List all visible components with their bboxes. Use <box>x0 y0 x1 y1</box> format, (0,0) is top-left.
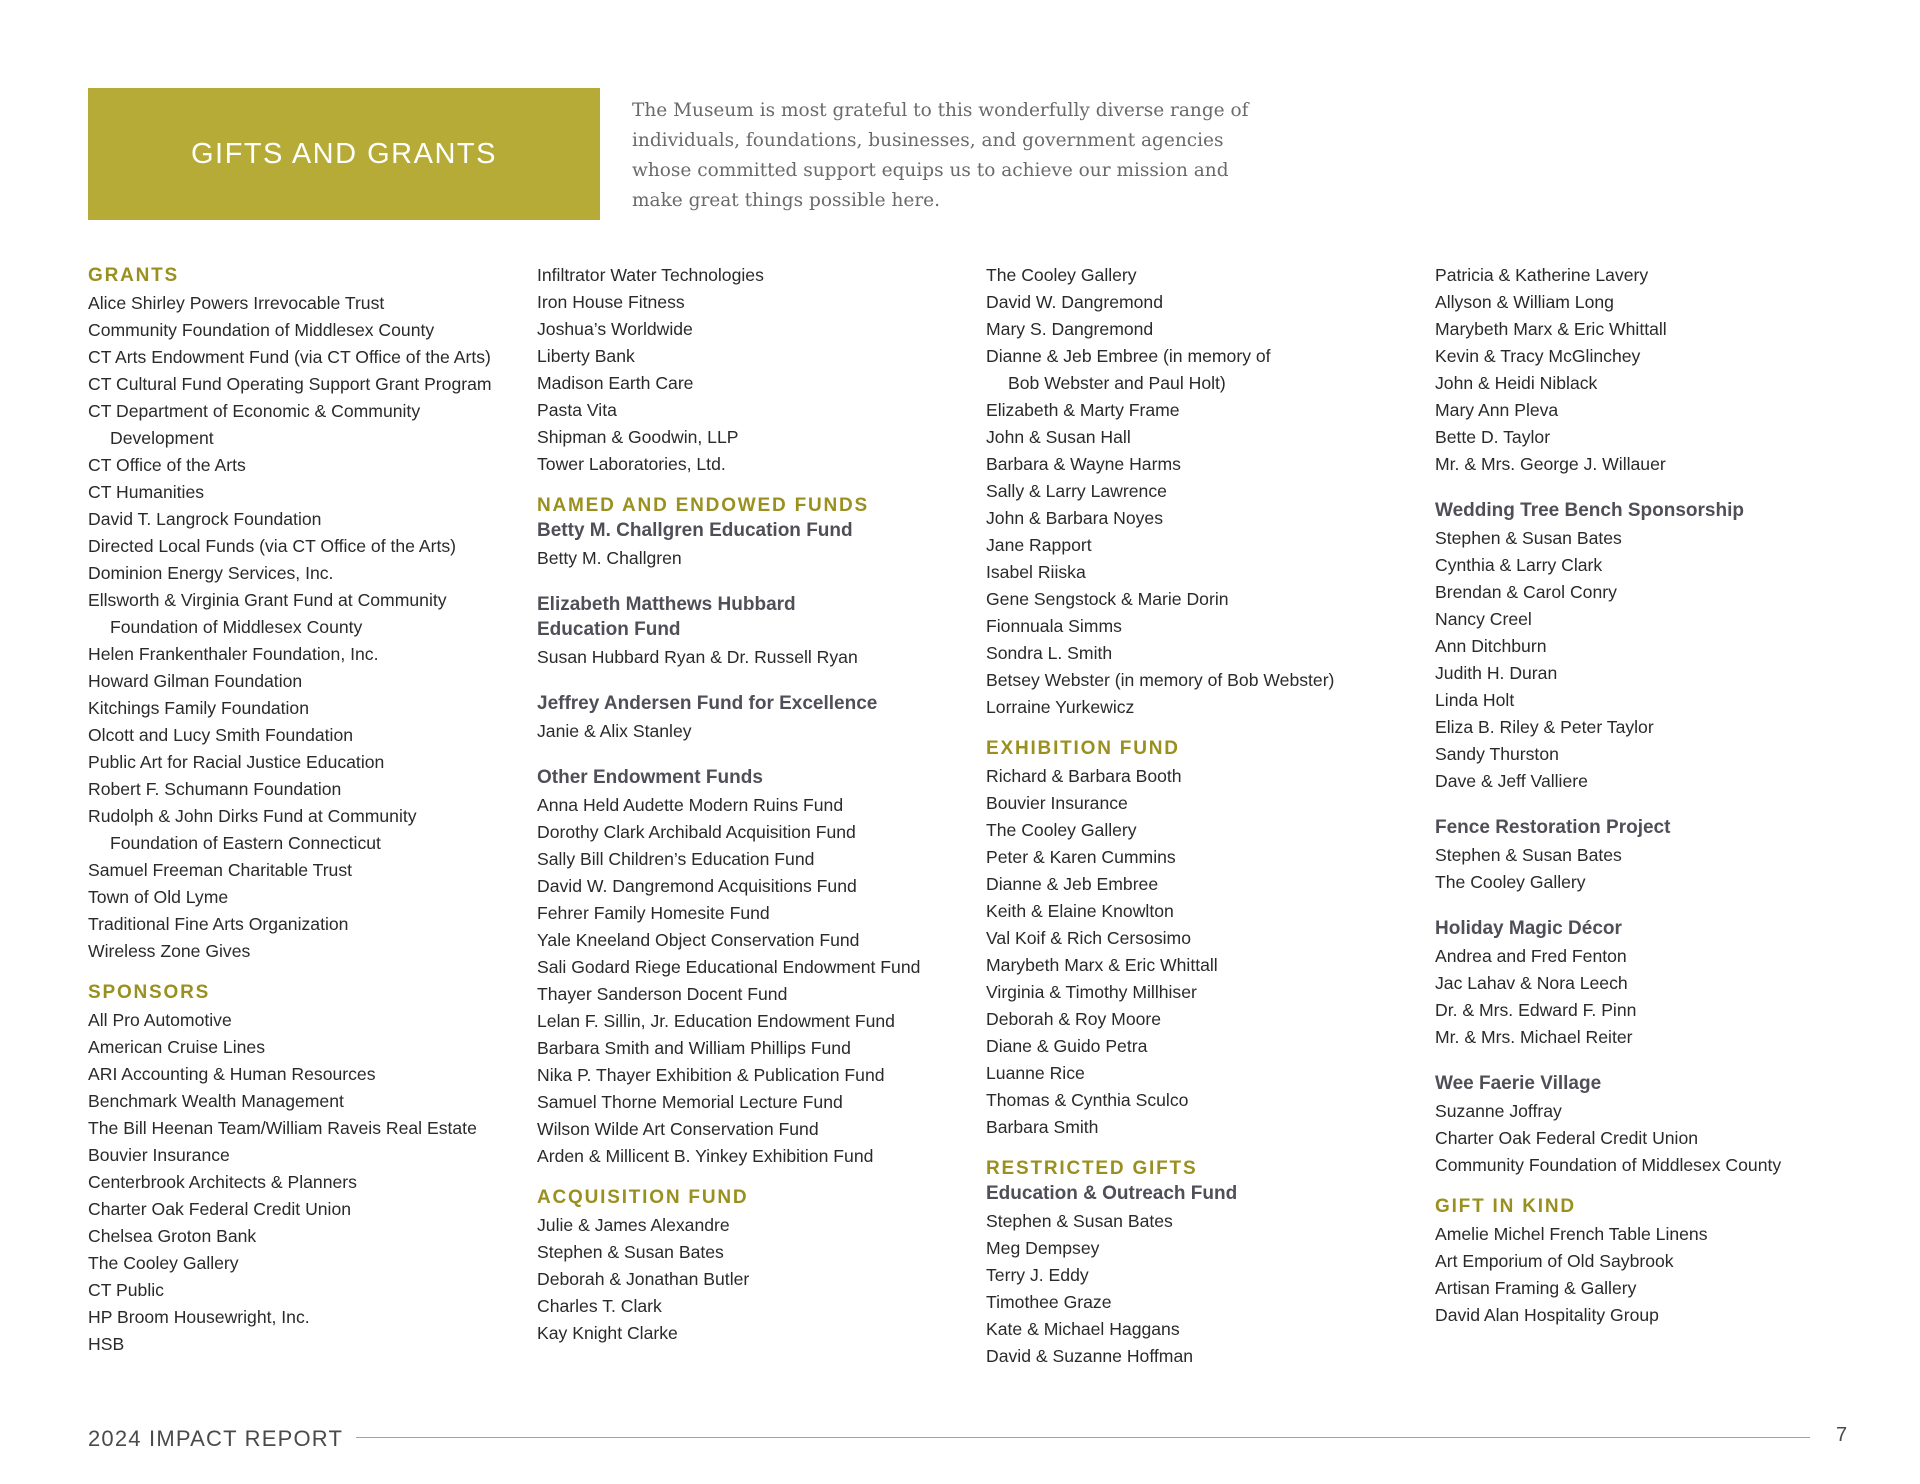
donor-name: Howard Gilman Foundation <box>88 671 303 691</box>
donor-name: Marybeth Marx & Eric Whittall <box>986 955 1218 975</box>
spacer <box>1435 1051 1865 1073</box>
donor-name: Betsey Webster (in memory of Bob Webster) <box>986 670 1335 690</box>
report-label: 2024 IMPACT REPORT <box>88 1426 344 1451</box>
donor-name: Sandy Thurston <box>1435 744 1559 764</box>
donor-name: Stephen & Susan Bates <box>537 1242 724 1262</box>
donor-name: David Alan Hospitality Group <box>1435 1305 1659 1325</box>
donor-name: Nika P. Thayer Exhibition & Publication Fund <box>537 1065 885 1085</box>
donor-name: Benchmark Wealth Management <box>88 1091 344 1111</box>
donor-name: Dianne & Jeb Embree (in memory of <box>986 346 1271 366</box>
fund-heading: Other Endowment Funds <box>537 767 763 788</box>
donor-name: Nancy Creel <box>1435 609 1532 629</box>
donor-name: Diane & Guido Petra <box>986 1036 1148 1056</box>
donor-name: Janie & Alix Stanley <box>537 721 692 741</box>
donor-name: David W. Dangremond Acquisitions Fund <box>537 876 857 896</box>
donor-name: Barbara Smith <box>986 1117 1099 1137</box>
donor-name: Linda Holt <box>1435 690 1515 710</box>
donor-name: Cynthia & Larry Clark <box>1435 555 1603 575</box>
spacer <box>537 671 967 693</box>
donor-name: Town of Old Lyme <box>88 887 229 907</box>
section-heading: GRANTS <box>88 265 180 286</box>
donor-name: American Cruise Lines <box>88 1037 265 1057</box>
donor-name: Bouvier Insurance <box>986 793 1128 813</box>
donor-name: CT Arts Endowment Fund (via CT Office of the Arts) <box>88 347 491 367</box>
donor-name: John & Susan Hall <box>986 427 1131 447</box>
donor-name: Eliza B. Riley & Peter Taylor <box>1435 717 1654 737</box>
intro-line: The Museum is most grateful to this wonderfully diverse range of <box>632 100 1249 121</box>
fund-heading: Betty M. Challgren Education Fund <box>537 520 853 541</box>
spacer <box>1435 795 1865 817</box>
donor-name: Suzanne Joffray <box>1435 1101 1562 1121</box>
donor-name: Sondra L. Smith <box>986 643 1113 663</box>
donor-name: Charles T. Clark <box>537 1296 662 1316</box>
donor-name: Yale Kneeland Object Conservation Fund <box>537 930 860 950</box>
donor-name: Dr. & Mrs. Edward F. Pinn <box>1435 1000 1637 1020</box>
donor-name: Dianne & Jeb Embree <box>986 874 1159 894</box>
fund-heading: Fence Restoration Project <box>1435 817 1671 838</box>
donor-name: Andrea and Fred Fenton <box>1435 946 1627 966</box>
donor-name: Infiltrator Water Technologies <box>537 265 764 285</box>
donor-name: Luanne Rice <box>986 1063 1085 1083</box>
donor-name: Meg Dempsey <box>986 1238 1100 1258</box>
donor-name: Alice Shirley Powers Irrevocable Trust <box>88 293 385 313</box>
donor-name: Sali Godard Riege Educational Endowment Fund <box>537 957 921 977</box>
donor-name: Wilson Wilde Art Conservation Fund <box>537 1119 819 1139</box>
donor-name: Directed Local Funds (via CT Office of the Arts) <box>88 536 456 556</box>
donor-name: David W. Dangremond <box>986 292 1163 312</box>
donor-name: Shipman & Goodwin, LLP <box>537 427 739 447</box>
spacer <box>537 478 967 492</box>
donor-name-continued: Development <box>110 428 214 448</box>
donor-name: Susan Hubbard Ryan & Dr. Russell Ryan <box>537 647 858 667</box>
fund-heading: Wee Faerie Village <box>1435 1073 1602 1094</box>
donor-name-continued: Bob Webster and Paul Holt) <box>1008 373 1226 393</box>
donor-name: Rudolph & John Dirks Fund at Community <box>88 806 417 826</box>
donor-name: David & Suzanne Hoffman <box>986 1346 1194 1366</box>
section-heading: RESTRICTED GIFTS <box>986 1158 1198 1179</box>
donor-name: Mary S. Dangremond <box>986 319 1154 339</box>
donor-name: Ann Ditchburn <box>1435 636 1547 656</box>
donor-name: Stephen & Susan Bates <box>1435 528 1622 548</box>
intro-line: whose committed support equips us to achieve our mission and <box>632 160 1229 181</box>
donor-name: Jac Lahav & Nora Leech <box>1435 973 1628 993</box>
column-3 <box>986 262 1416 1370</box>
donor-name: CT Public <box>88 1280 164 1300</box>
donor-name: Timothee Graze <box>986 1292 1112 1312</box>
donor-name: The Cooley Gallery <box>986 820 1137 840</box>
spacer <box>1435 896 1865 918</box>
donor-name: Kevin & Tracy McGlinchey <box>1435 346 1641 366</box>
donor-name: Charter Oak Federal Credit Union <box>88 1199 352 1219</box>
donor-name: Olcott and Lucy Smith Foundation <box>88 725 354 745</box>
donor-name: Kay Knight Clarke <box>537 1323 678 1343</box>
donor-name: The Cooley Gallery <box>986 265 1137 285</box>
section-heading: GIFT IN KIND <box>1435 1196 1576 1217</box>
page-number: 7 <box>1836 1424 1848 1446</box>
donor-name: Jane Rapport <box>986 535 1092 555</box>
donor-name: Charter Oak Federal Credit Union <box>1435 1128 1699 1148</box>
footer-rule <box>356 1437 1810 1438</box>
donor-name: The Cooley Gallery <box>88 1253 239 1273</box>
donor-name: CT Humanities <box>88 482 205 502</box>
donor-name: Marybeth Marx & Eric Whittall <box>1435 319 1667 339</box>
donor-name: Deborah & Jonathan Butler <box>537 1269 750 1289</box>
fund-heading: Jeffrey Andersen Fund for Excellence <box>537 693 878 714</box>
donor-name: CT Cultural Fund Operating Support Grant Program <box>88 374 492 394</box>
donor-name: Allyson & William Long <box>1435 292 1614 312</box>
intro-line: make great things possible here. <box>632 190 940 211</box>
column-1 <box>88 262 518 1358</box>
donor-name: Ellsworth & Virginia Grant Fund at Community <box>88 590 447 610</box>
donor-name: CT Office of the Arts <box>88 455 246 475</box>
donor-name: Mary Ann Pleva <box>1435 400 1559 420</box>
column-4 <box>1435 262 1865 1329</box>
donor-name: Arden & Millicent B. Yinkey Exhibition Fund <box>537 1146 874 1166</box>
donor-name: Helen Frankenthaler Foundation, Inc. <box>88 644 379 664</box>
spacer <box>1435 478 1865 500</box>
donor-name: Thayer Sanderson Docent Fund <box>537 984 788 1004</box>
donor-name: Joshua’s Worldwide <box>537 319 693 339</box>
donor-name: Kate & Michael Haggans <box>986 1319 1180 1339</box>
donor-name: Centerbrook Architects & Planners <box>88 1172 357 1192</box>
donor-name: The Bill Heenan Team/William Raveis Real Estate <box>88 1118 477 1138</box>
donor-name: Barbara Smith and William Phillips Fund <box>537 1038 851 1058</box>
donor-name: Community Foundation of Middlesex County <box>88 320 435 340</box>
donor-name: John & Barbara Noyes <box>986 508 1164 528</box>
donor-name: Mr. & Mrs. Michael Reiter <box>1435 1027 1633 1047</box>
donor-name-continued: Foundation of Eastern Connecticut <box>110 833 381 853</box>
intro-paragraph <box>632 96 1252 216</box>
donor-name: Dominion Energy Services, Inc. <box>88 563 334 583</box>
donor-name: Thomas & Cynthia Sculco <box>986 1090 1189 1110</box>
donor-name: Lorraine Yurkewicz <box>986 697 1135 717</box>
spacer <box>537 745 967 767</box>
donor-name: Bouvier Insurance <box>88 1145 230 1165</box>
donor-name: Tower Laboratories, Ltd. <box>537 454 726 474</box>
spacer <box>1435 1179 1865 1193</box>
donor-name: Barbara & Wayne Harms <box>986 454 1181 474</box>
donor-name: All Pro Automotive <box>88 1010 232 1030</box>
donor-name: Amelie Michel French Table Linens <box>1435 1224 1708 1244</box>
donor-name: Chelsea Groton Bank <box>88 1226 257 1246</box>
donor-name: Terry J. Eddy <box>986 1265 1089 1285</box>
donor-name: Dorothy Clark Archibald Acquisition Fund <box>537 822 856 842</box>
donor-name: Sally & Larry Lawrence <box>986 481 1167 501</box>
donor-name: CT Department of Economic & Community <box>88 401 421 421</box>
donor-name: Stephen & Susan Bates <box>1435 845 1622 865</box>
donor-name: Val Koif & Rich Cersosimo <box>986 928 1191 948</box>
column-2 <box>537 262 967 1347</box>
donor-name: Richard & Barbara Booth <box>986 766 1182 786</box>
donor-name: Public Art for Racial Justice Education <box>88 752 385 772</box>
donor-name: Artisan Framing & Gallery <box>1435 1278 1637 1298</box>
donor-name: Julie & James Alexandre <box>537 1215 730 1235</box>
spacer <box>537 1170 967 1184</box>
donor-name: Art Emporium of Old Saybrook <box>1435 1251 1674 1271</box>
donor-name: Bette D. Taylor <box>1435 427 1551 447</box>
donor-name: Fionnuala Simms <box>986 616 1122 636</box>
fund-heading: Education Fund <box>537 619 681 640</box>
fund-heading: Elizabeth Matthews Hubbard <box>537 594 796 615</box>
donor-name: Elizabeth & Marty Frame <box>986 400 1180 420</box>
fund-heading: Wedding Tree Bench Sponsorship <box>1435 500 1744 521</box>
donor-name: Betty M. Challgren <box>537 548 682 568</box>
donor-name: Lelan F. Sillin, Jr. Education Endowment Fund <box>537 1011 895 1031</box>
fund-heading: Education & Outreach Fund <box>986 1183 1238 1204</box>
spacer <box>88 965 518 979</box>
donor-name: John & Heidi Niblack <box>1435 373 1598 393</box>
donor-name: Liberty Bank <box>537 346 635 366</box>
donor-name: Peter & Karen Cummins <box>986 847 1176 867</box>
donor-name: Traditional Fine Arts Organization <box>88 914 349 934</box>
donor-name: Anna Held Audette Modern Ruins Fund <box>537 795 844 815</box>
donor-name: Brendan & Carol Conry <box>1435 582 1617 602</box>
section-heading: NAMED AND ENDOWED FUNDS <box>537 495 870 516</box>
donor-name: Fehrer Family Homesite Fund <box>537 903 770 923</box>
donor-name: Madison Earth Care <box>537 373 694 393</box>
donor-name: Keith & Elaine Knowlton <box>986 901 1174 921</box>
donor-name: Patricia & Katherine Lavery <box>1435 265 1649 285</box>
section-title: GIFTS AND GRANTS <box>191 137 497 170</box>
section-heading: SPONSORS <box>88 982 211 1003</box>
donor-name: Wireless Zone Gives <box>88 941 251 961</box>
donor-name: Pasta Vita <box>537 400 617 420</box>
donor-name: The Cooley Gallery <box>1435 872 1586 892</box>
donor-name: Dave & Jeff Valliere <box>1435 771 1588 791</box>
donor-name: Sally Bill Children’s Education Fund <box>537 849 815 869</box>
donor-name: Gene Sengstock & Marie Dorin <box>986 589 1229 609</box>
donor-name: Robert F. Schumann Foundation <box>88 779 342 799</box>
donor-name-continued: Foundation of Middlesex County <box>110 617 363 637</box>
fund-heading: Holiday Magic Décor <box>1435 918 1622 939</box>
donor-name: David T. Langrock Foundation <box>88 509 322 529</box>
donor-name: HSB <box>88 1334 125 1354</box>
donor-name: Isabel Riiska <box>986 562 1086 582</box>
donor-name: Stephen & Susan Bates <box>986 1211 1173 1231</box>
donor-name: Samuel Thorne Memorial Lecture Fund <box>537 1092 843 1112</box>
intro-line: individuals, foundations, businesses, and government agencies <box>632 130 1224 151</box>
donor-name: Community Foundation of Middlesex County <box>1435 1155 1782 1175</box>
spacer <box>986 721 1416 735</box>
donor-name: Deborah & Roy Moore <box>986 1009 1162 1029</box>
donor-name: Mr. & Mrs. George J. Willauer <box>1435 454 1666 474</box>
donor-name: Virginia & Timothy Millhiser <box>986 982 1197 1002</box>
section-title-block <box>88 88 600 220</box>
donor-name: HP Broom Housewright, Inc. <box>88 1307 310 1327</box>
donor-name: Iron House Fitness <box>537 292 685 312</box>
donor-name: Kitchings Family Foundation <box>88 698 310 718</box>
spacer <box>537 572 967 594</box>
donor-name: ARI Accounting & Human Resources <box>88 1064 376 1084</box>
section-heading: ACQUISITION FUND <box>537 1187 749 1208</box>
spacer <box>986 1141 1416 1155</box>
donor-name: Samuel Freeman Charitable Trust <box>88 860 353 880</box>
section-heading: EXHIBITION FUND <box>986 738 1180 759</box>
donor-name: Judith H. Duran <box>1435 663 1558 683</box>
